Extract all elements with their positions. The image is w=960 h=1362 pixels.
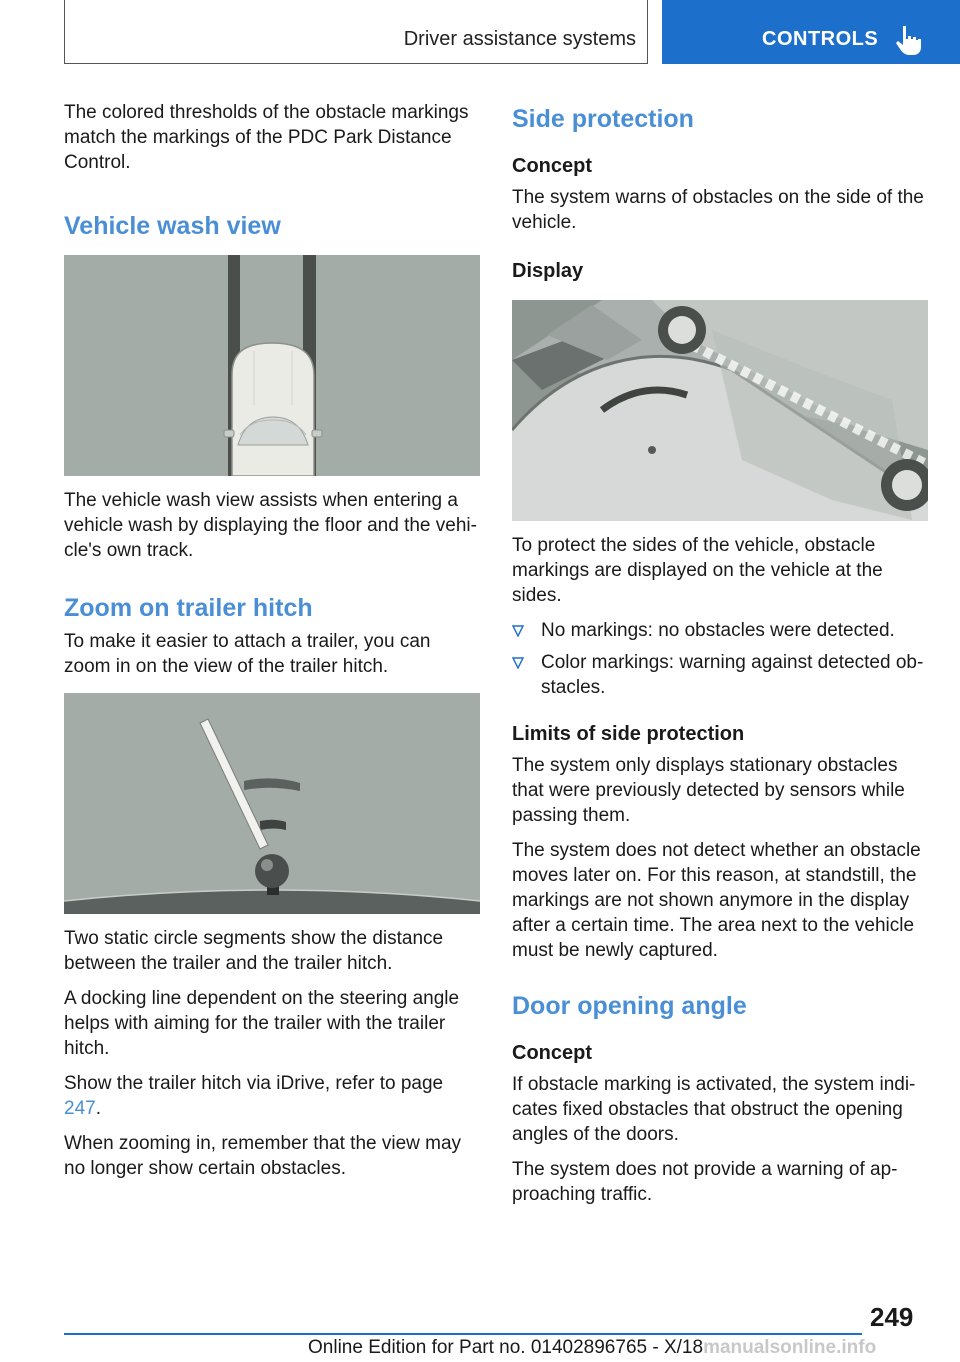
list-item xyxy=(512,618,928,643)
heading-zoom-trailer-hitch: Zoom on trailer hitch xyxy=(64,594,313,622)
heading-display: Display xyxy=(512,260,584,282)
door-text-2: The system does not provide a warning of ap‐proaching traffic. xyxy=(512,1159,898,1205)
left-column xyxy=(64,100,480,1191)
door-text-1: If obstacle marking is activated, the system indi‐cates fixed obstacles that obstruct the opening angles of the doors. xyxy=(512,1074,916,1145)
section-title: Driver assistance systems xyxy=(403,28,636,50)
limits-text-2: The system does not detect whether an obstacle moves later on. For this reason, at standstill, the markings are not shown anymore in the display after a certain time. The area next to the vehicle must be newly captured. xyxy=(512,840,921,961)
footer-edition xyxy=(308,1337,876,1359)
docking-line-text: A docking line dependent on the steering angle helps with aiming for the trailer with the trailer hitch. xyxy=(64,988,460,1059)
list-item xyxy=(512,650,928,700)
list-item-text: No markings: no obstacles were detected. xyxy=(541,620,895,641)
heading-vehicle-wash-view: Vehicle wash view xyxy=(64,212,281,240)
footer-watermark: manualsonline.info xyxy=(703,1337,877,1358)
page-number: 249 xyxy=(870,1302,914,1332)
chapter-tab[interactable] xyxy=(662,0,960,64)
side-protection-display-image xyxy=(512,300,928,521)
zoom-intro-text: To make it easier to attach a trailer, you can zoom in on the view of the trailer hitch. xyxy=(64,631,431,677)
display-text: To protect the sides of the vehicle, obstacle markings are displayed on the vehicle at the sides. xyxy=(512,535,883,606)
trailer-hitch-view-image xyxy=(64,693,480,914)
heading-side-protection: Side protection xyxy=(512,105,694,133)
zoom-warning-text: When zooming in, remember that the view may no longer show certain obstacles. xyxy=(64,1133,462,1179)
intro-paragraph: The colored thresholds of the obstacle markings match the markings of the PDC Park Distance Control. xyxy=(64,102,469,173)
heading-concept: Concept xyxy=(512,155,592,177)
page-reference-link[interactable]: 247 xyxy=(64,1098,96,1119)
footer-rule xyxy=(64,1333,862,1335)
right-column xyxy=(512,100,928,1217)
heading-door-opening-angle: Door opening angle xyxy=(512,992,747,1020)
vehicle-wash-view-text: The vehicle wash view assists when entering a vehicle wash by displaying the floor and the vehi‐cle's own track. xyxy=(64,490,477,561)
limits-text-1: The system only displays stationary obstacles that were previously detected by sensors while passing them. xyxy=(512,755,905,826)
heading-door-concept: Concept xyxy=(512,1042,592,1064)
triangle-bullet-icon xyxy=(512,657,524,669)
triangle-bullet-icon xyxy=(512,625,524,637)
chapter-tab-label: CONTROLS xyxy=(762,28,879,50)
circle-segments-text: Two static circle segments show the distance between the trailer and the trailer hitch. xyxy=(64,928,444,974)
heading-limits-side-protection: Limits of side protection xyxy=(512,723,745,745)
show-hitch-text xyxy=(64,1071,480,1121)
marking-list xyxy=(512,618,928,700)
pointing-hand-icon xyxy=(894,24,924,56)
footer-edition-text: Online Edition for Part no. 01402896765 - X/18 xyxy=(308,1337,704,1358)
list-item-text: Color markings: warning against detected ob‐stacles. xyxy=(541,652,924,698)
side-protection-concept-text: The system warns of obstacles on the side of the vehicle. xyxy=(512,187,924,233)
show-hitch-prefix: Show the trailer hitch via iDrive, refer to page xyxy=(64,1073,444,1094)
show-hitch-suffix: . xyxy=(95,1098,101,1119)
vehicle-wash-view-image xyxy=(64,255,480,476)
